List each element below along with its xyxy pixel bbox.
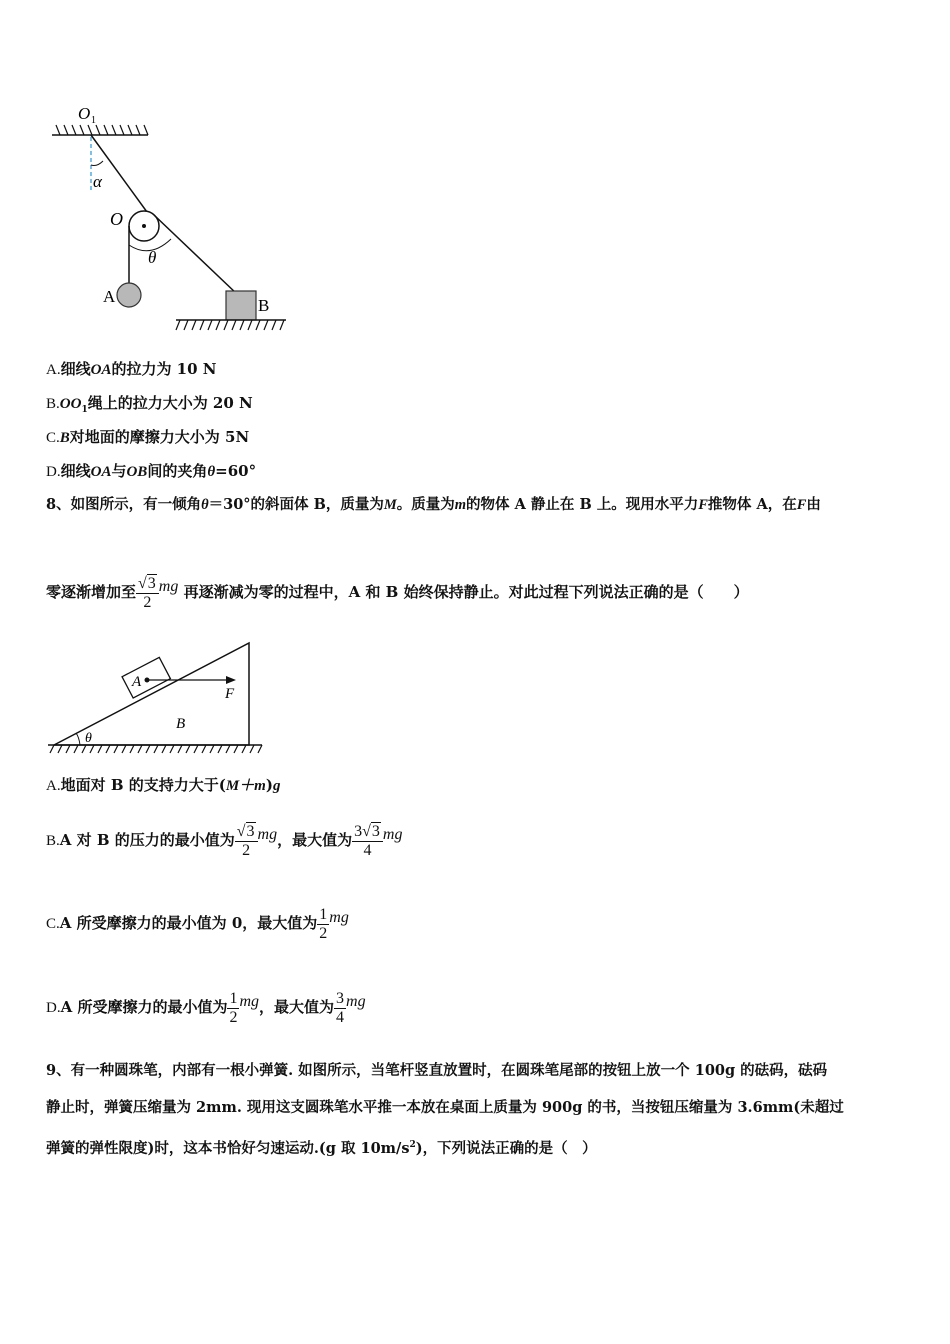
q7-option-d: D.细线OA与OB间的夹角θ=60°	[46, 462, 257, 480]
q7-option-a: A.细线OA的拉力为 10 N	[46, 360, 217, 378]
label-o: O	[110, 209, 123, 229]
ceiling-hatch	[56, 125, 148, 135]
q7-option-c: C.B对地面的摩擦力大小为 5N	[46, 428, 250, 446]
label-f: F	[225, 686, 235, 702]
fraction-sqrt3-over-2: $\frac{√3}{2}$	[136, 575, 159, 612]
q8-option-d: D.A 所受摩擦力的最小值为 $\frac{1}{2}$ mg，最大值为 $\frac{3}{4}$ mg	[46, 989, 366, 1026]
label-block-a: A	[132, 674, 142, 690]
q9-stem-line2: 静止时，弹簧压缩量为 2mm. 现用这支圆珠笔水平推一本放在桌面上质量为 900g 的书，当按钮压缩量为 3.6mm(未超过	[46, 1099, 844, 1116]
alpha-arc	[91, 161, 103, 166]
label-alpha: α	[93, 172, 102, 191]
pulley-figure	[40, 95, 300, 340]
q8-option-b: B.A 对 B 的压力的最小值为 $\frac{√3}{2}$ mg，最大值为 $\frac{3√3}{4}$ mg	[46, 822, 403, 859]
q8-option-a: A.地面对 B 的支持力大于(M＋m)g	[46, 776, 281, 794]
label-b: B	[258, 296, 270, 315]
q9-stem-line3: 弹簧的弹性限度)时，这本书恰好匀速运动.(g 取 $10m/s^2$)，下列说法正确的是（ ）	[46, 1139, 597, 1157]
q8-stem-line1: 8、如图所示，有一倾角θ＝30°的斜面体 B，质量为M。质量为m的物体 A 静止在 B 上。现用水平力F推物体 A，在F由	[46, 496, 821, 513]
label-a: A	[103, 287, 116, 306]
label-incline-b: B	[176, 716, 186, 732]
label-o1: O	[78, 104, 91, 123]
label-theta-2: θ	[85, 731, 92, 746]
ball-a	[117, 283, 141, 307]
q7-option-b: $B.OO_1$绳上的拉力大小为 20 N	[46, 394, 253, 415]
ground-hatch-2	[50, 745, 262, 753]
block-b	[226, 291, 256, 320]
label-theta: θ	[148, 248, 157, 267]
q8-option-c: C.A 所受摩擦力的最小值为 0，最大值为 $\frac{1}{2}$ mg	[46, 905, 349, 942]
q9-stem-line1: 9、有一种圆珠笔，内部有一根小弹簧. 如图所示，当笔杆竖直放置时，在圆珠笔尾部的按钮上放一个 100g 的砝码，砝码	[46, 1062, 828, 1079]
incline-b	[54, 643, 249, 745]
incline-figure	[44, 635, 274, 760]
ground-hatch	[176, 320, 284, 330]
q8-stem-line2: 零逐渐增加至 $\frac{√3}{2}$ mg 再逐渐减为零的过程中，A 和 B 始终保持静止。对此过程下列说法正确的是（ ）	[46, 574, 749, 611]
string-ob	[154, 215, 238, 295]
label-o1-sub: 1	[91, 115, 96, 126]
